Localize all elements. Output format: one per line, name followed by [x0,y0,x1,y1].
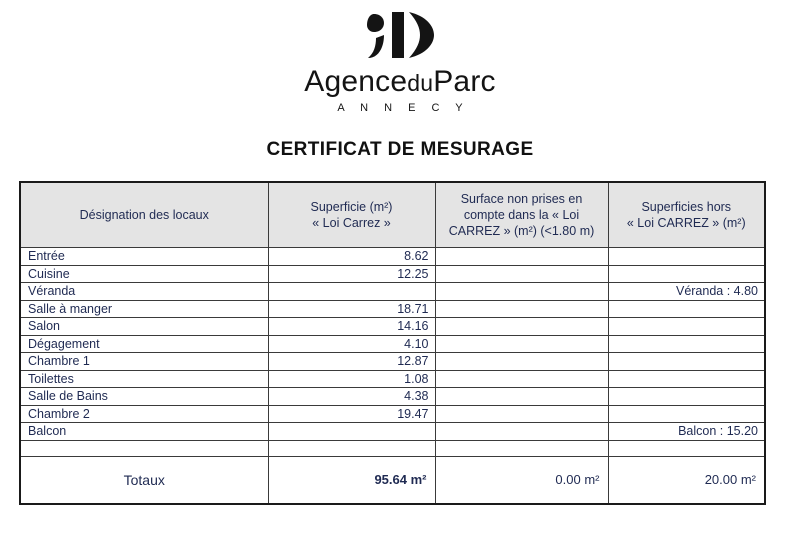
table-row [20,423,765,441]
cell-surface-non-prise [435,370,608,388]
cell-room-name: Balcon [20,423,268,441]
totals-superficie-carrez: 95.64 m² [268,456,435,504]
column-header-superficie-line1: Superficie (m²) [310,200,393,214]
cell-surface-non-prise [435,283,608,301]
column-header-nonprises-line3: CARREZ » (m²) (<1.80 [448,224,577,238]
cell-surface-non-prise [435,265,608,283]
table-row [20,300,765,318]
column-header-superficie-carrez [268,182,435,248]
measurement-table [19,181,766,505]
agency-logo [0,8,800,114]
table-header-row [20,182,765,248]
table-header [20,182,765,248]
logo-wordmark [0,66,800,98]
cell-superficie-carrez: 8.62 [268,248,435,266]
cell-superficie-hors-carrez [608,335,765,353]
table-row [20,335,765,353]
logo-word-parc: Parc [433,65,496,98]
cell-superficie-hors-carrez: Véranda : 4.80 [608,283,765,301]
column-header-nonprises-line4: m) [579,224,595,238]
cell-superficie-carrez [268,283,435,301]
cell-superficie-carrez: 12.25 [268,265,435,283]
cell-surface-non-prise [435,335,608,353]
cell-superficie-carrez: 1.08 [268,370,435,388]
totals-superficie-hors-carrez: 20.00 m² [608,456,765,504]
cell-superficie-hors-carrez: Balcon : 15.20 [608,423,765,441]
logo-word-du: du [407,70,434,96]
logo-subtitle-annecy: A N N E C Y [337,101,470,114]
cell-superficie-hors-carrez [608,265,765,283]
column-header-surface-non-prises [435,182,608,248]
cell-room-name: Chambre 2 [20,405,268,423]
cell-surface-non-prise [435,423,608,441]
cell-superficie-hors-carrez [608,388,765,406]
table-row [20,370,765,388]
page-title: CERTIFICAT DE MESURAGE [266,139,534,160]
cell-spacer-name [20,440,268,456]
totals-label: Totaux [20,456,268,504]
cell-surface-non-prise [435,405,608,423]
measurement-table-wrapper [19,181,764,505]
cell-room-name: Véranda [20,283,268,301]
table-row [20,388,765,406]
cell-superficie-carrez [268,423,435,441]
cell-room-name: Cuisine [20,265,268,283]
column-header-hors-line1: Superficies hors [641,200,732,214]
table-spacer-row [20,440,765,456]
cell-superficie-carrez: 19.47 [268,405,435,423]
table-row [20,248,765,266]
table-totals-row [20,456,765,504]
cell-superficie-hors-carrez [608,318,765,336]
column-header-designation [20,182,268,248]
cell-room-name: Chambre 1 [20,353,268,371]
cell-superficie-carrez: 14.16 [268,318,435,336]
column-header-designation-text: Désignation des locaux [79,208,209,222]
agence-du-parc-monogram-icon [354,8,446,62]
table-row [20,353,765,371]
cell-spacer-non-prise [435,440,608,456]
table-row [20,318,765,336]
cell-surface-non-prise [435,248,608,266]
table-row [20,283,765,301]
cell-room-name: Toilettes [20,370,268,388]
table-body [20,248,765,504]
cell-surface-non-prise [435,388,608,406]
cell-superficie-hors-carrez [608,353,765,371]
cell-superficie-carrez: 4.10 [268,335,435,353]
cell-room-name: Dégagement [20,335,268,353]
cell-surface-non-prise [435,318,608,336]
cell-surface-non-prise [435,353,608,371]
cell-superficie-hors-carrez [608,248,765,266]
column-header-hors-line2: « Loi CARREZ » (m²) [626,216,746,230]
logo-word-agence: Agence [304,65,408,98]
cell-superficie-hors-carrez [608,405,765,423]
cell-spacer-hors [608,440,765,456]
cell-superficie-carrez: 4.38 [268,388,435,406]
cell-room-name: Salle à manger [20,300,268,318]
cell-room-name: Salle de Bains [20,388,268,406]
cell-superficie-hors-carrez [608,370,765,388]
cell-room-name: Entrée [20,248,268,266]
table-row [20,265,765,283]
cell-superficie-hors-carrez [608,300,765,318]
cell-surface-non-prise [435,300,608,318]
cell-room-name: Salon [20,318,268,336]
column-header-superficies-hors [608,182,765,248]
table-row [20,405,765,423]
cell-spacer-carrez [268,440,435,456]
cell-superficie-carrez: 12.87 [268,353,435,371]
cell-superficie-carrez: 18.71 [268,300,435,318]
column-header-nonprises-line1: Surface non prises en [460,192,583,206]
totals-surface-non-prise: 0.00 m² [435,456,608,504]
column-header-superficie-line2: « Loi Carrez » [312,216,391,230]
column-header-nonprises-line2: compte dans la « Loi [463,208,580,222]
